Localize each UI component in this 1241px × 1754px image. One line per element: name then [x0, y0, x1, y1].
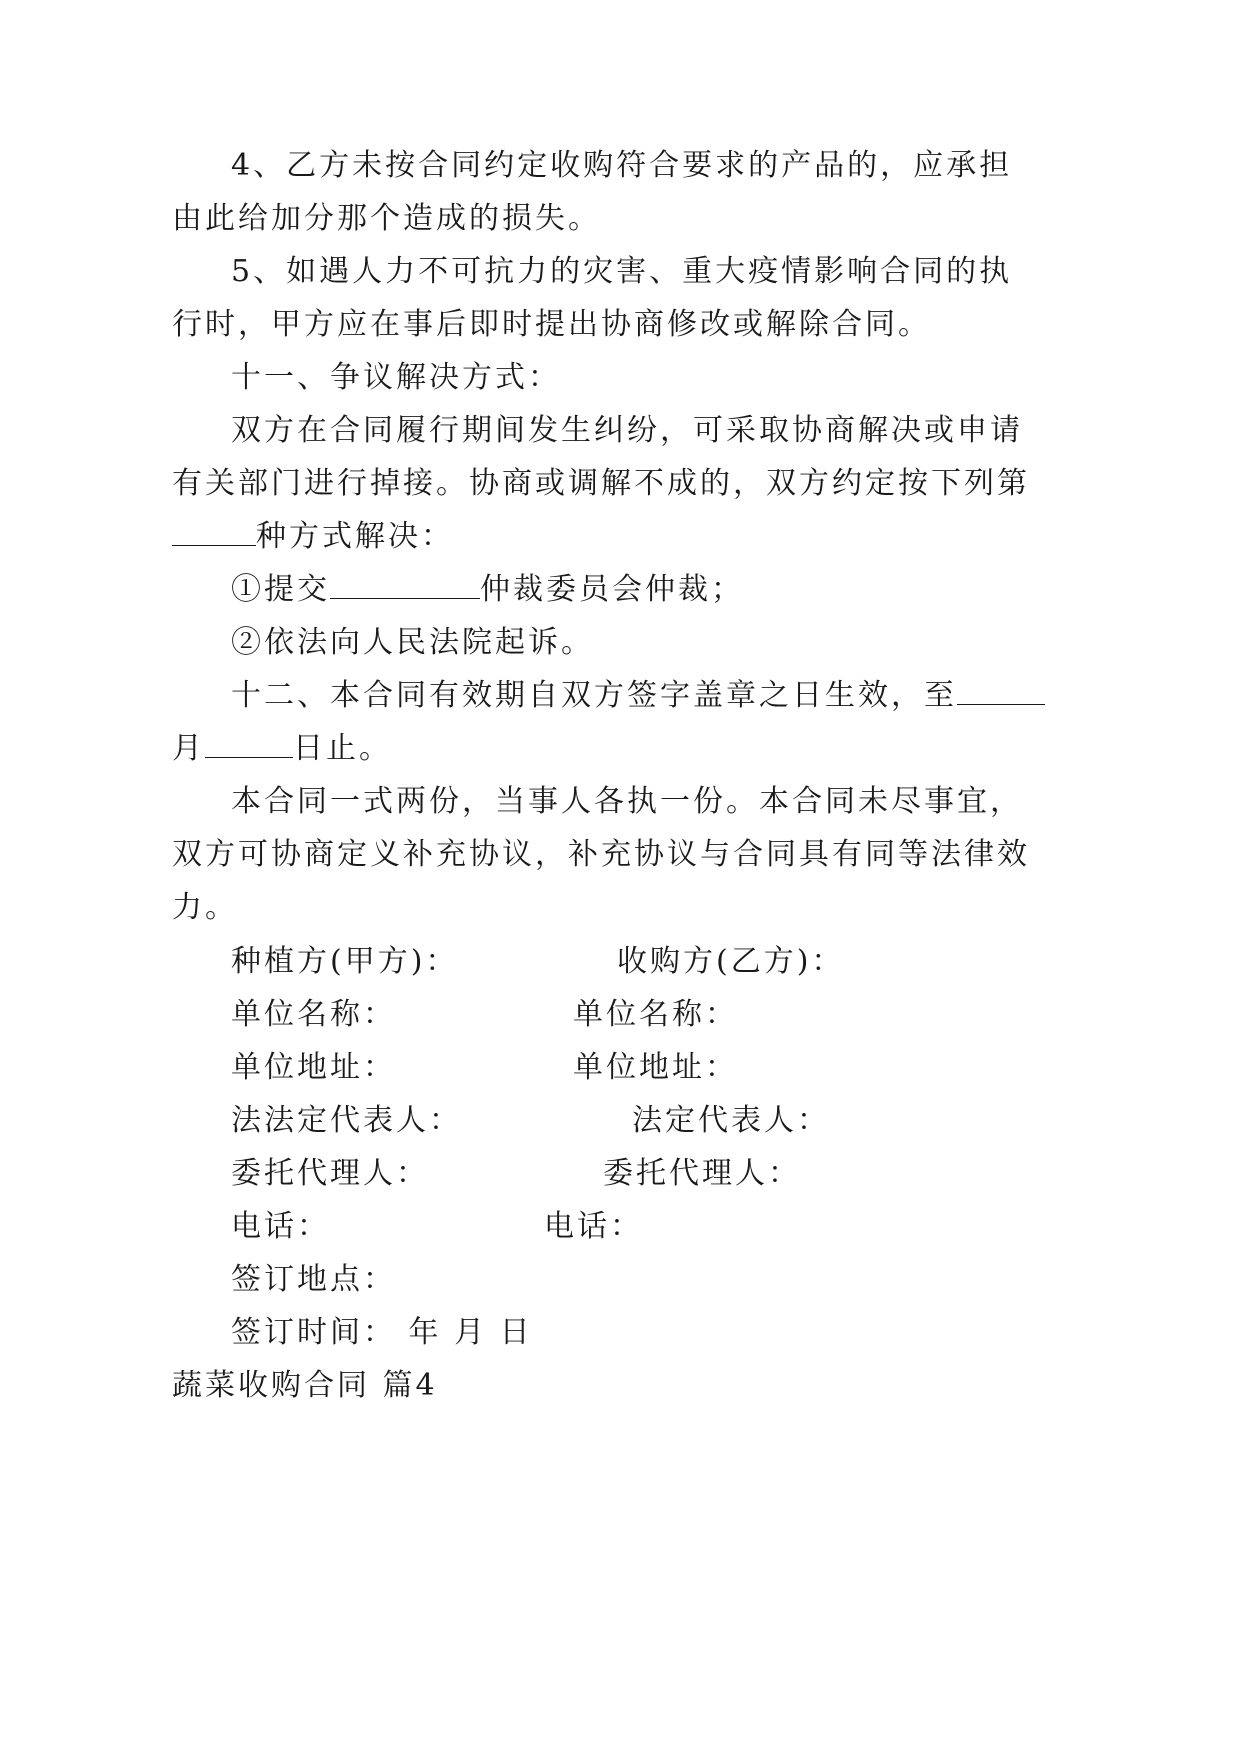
party-b-unit-address: 单位地址：: [573, 1050, 738, 1085]
final-line-2: 双方可协商定义补充协议，补充协议与合同具有同等法律效: [172, 837, 1030, 872]
final-line-3: 力。: [172, 890, 238, 925]
sign-place: 签订地点：: [231, 1262, 396, 1297]
party-b-unit-name: 单位名称：: [573, 997, 738, 1032]
next-section-title: 蔬菜收购合同 篇4: [172, 1368, 438, 1403]
blank-day-underline: [205, 731, 293, 758]
party-a-unit-address: 单位地址：: [231, 1050, 396, 1085]
party-a-phone: 电话：: [231, 1209, 330, 1244]
clause-4-line-1: 4、乙方未按合同约定收购符合要求的产品的，应承担: [231, 148, 1013, 183]
blank-choice-underline: [172, 519, 256, 546]
clause-5-line-1: 5、如遇人力不可抗力的灾害、重大疫情影响合同的执: [231, 254, 1013, 289]
blank-end-date-underline: [957, 678, 1045, 705]
party-b-legal-rep: 法定代表人：: [632, 1103, 830, 1138]
section-12-line-2: [172, 731, 392, 767]
party-a-unit-name: 单位名称：: [231, 997, 396, 1032]
section-11-line-3-text: 种方式解决：: [256, 519, 454, 554]
option-2: ②依法向人民法院起诉。: [231, 625, 594, 660]
section-12-month: 月: [172, 731, 205, 766]
section-11-heading: 十一、争议解决方式：: [231, 360, 561, 395]
party-a-agent: 委托代理人：: [231, 1156, 429, 1191]
option-1-suffix: 仲裁委员会仲裁；: [480, 572, 744, 607]
party-b-label: 收购方(乙方)：: [617, 944, 845, 979]
option-1: [231, 572, 744, 608]
party-b-agent: 委托代理人：: [603, 1156, 801, 1191]
party-a-legal-rep: 法法定代表人：: [231, 1103, 462, 1138]
sign-time: 签订时间： 年 月 日: [231, 1315, 533, 1350]
option-1-prefix: ①提交: [231, 572, 330, 607]
clause-5-line-2: 行时，甲方应在事后即时提出协商修改或解除合同。: [172, 307, 931, 342]
blank-arbitration-underline: [330, 572, 480, 599]
section-12-line-1: [231, 678, 1045, 714]
clause-4-line-2: 由此给加分那个造成的损失。: [172, 201, 601, 236]
section-11-line-1: 双方在合同履行期间发生纠纷，可采取协商解决或申请: [231, 413, 1023, 448]
section-11-line-2: 有关部门进行掉接。协商或调解不成的，双方约定按下列第: [172, 466, 1030, 501]
section-12-text: 十二、本合同有效期自双方签字盖章之日生效，至: [231, 678, 957, 713]
party-b-phone: 电话：: [544, 1209, 643, 1244]
section-11-line-3: [172, 519, 454, 555]
final-line-1: 本合同一式两份，当事人各执一份。本合同未尽事宜，: [231, 784, 1023, 819]
section-12-day-end: 日止。: [293, 731, 392, 766]
party-a-label: 种植方(甲方)：: [231, 944, 459, 979]
